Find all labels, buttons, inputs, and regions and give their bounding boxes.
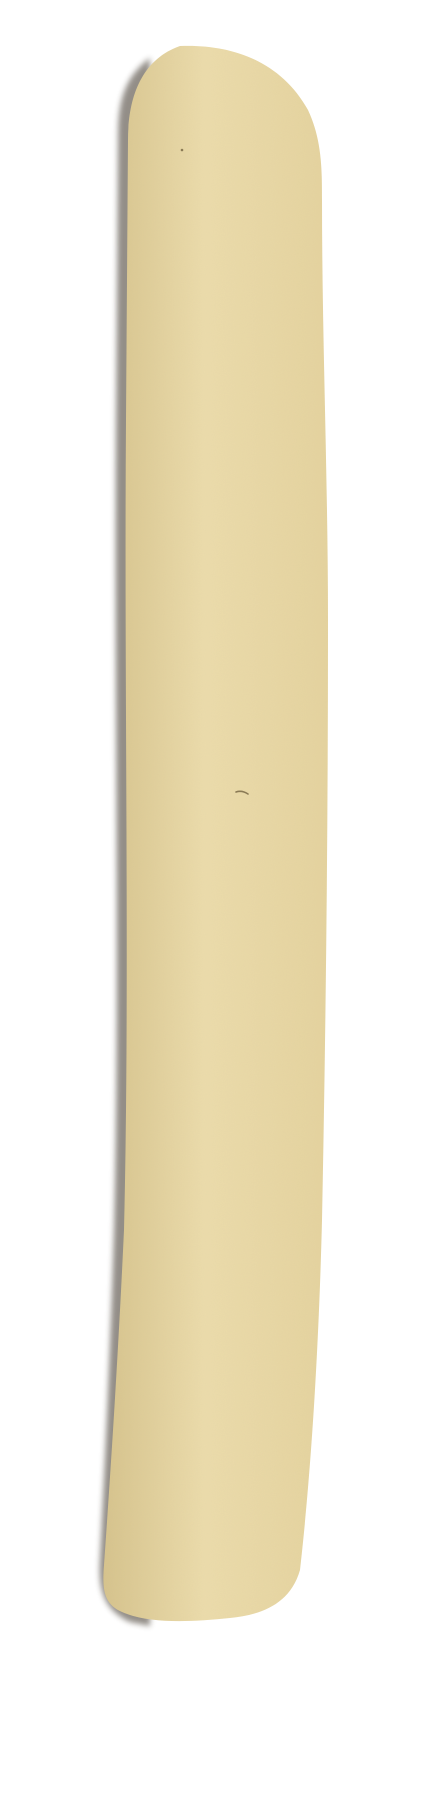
stick-texture — [103, 46, 328, 1621]
surface-speck — [181, 149, 184, 152]
